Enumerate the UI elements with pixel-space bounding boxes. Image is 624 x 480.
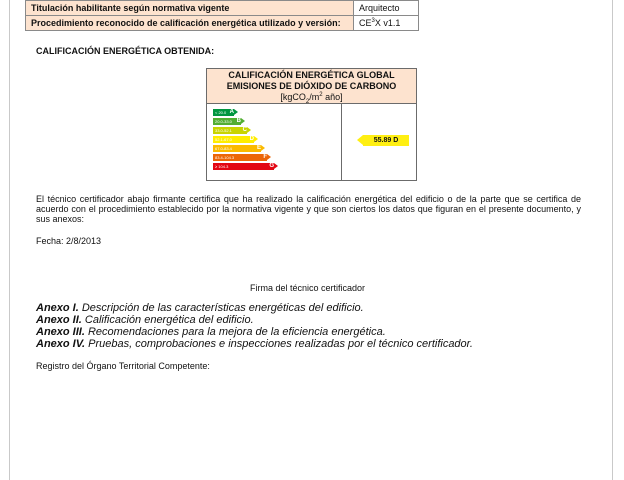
rating-result-badge: 55.89 D [363, 135, 409, 146]
annex-number: Anexo IV. [36, 338, 86, 350]
section-title: CALIFICACIÓN ENERGÉTICA OBTENIDA: [36, 46, 215, 56]
annex-item [36, 314, 473, 326]
procedure-sup: 3 [371, 18, 375, 24]
rating-title-line2: EMISIONES DE DIÓXIDO DE CARBONO [226, 81, 397, 91]
rating-bar-f [213, 154, 267, 161]
annex-number: Anexo I. [36, 302, 79, 314]
rating-bar-letter: D [249, 136, 254, 142]
rating-bar-range: 67.0-83.4 [215, 146, 232, 151]
rating-bar-b [213, 118, 241, 125]
annex-item [36, 326, 473, 338]
rating-bar-e [213, 145, 261, 152]
rating-bar-a [213, 109, 234, 116]
rating-bar-range: 83.4-104.3 [215, 155, 235, 160]
rating-bar-range: ≥ 104.3 [215, 164, 229, 169]
annex-text: Descripción de las características energéticas del edificio. [78, 302, 364, 314]
annex-text: Pruebas, comprobaciones e inspecciones realizadas por el técnico certificador. [85, 338, 473, 350]
titulacion-label: Titulación habilitante según normativa vigente [26, 1, 354, 16]
rating-bar-letter: G [269, 163, 274, 169]
rating-scale [213, 109, 274, 172]
rating-bar-range: 52.1-67.0 [215, 137, 232, 142]
rating-bar-letter: E [256, 145, 261, 151]
titulacion-value: Arquitecto [354, 1, 419, 16]
signature-label: Firma del técnico certificador [250, 283, 366, 293]
rating-bar-d [213, 136, 254, 143]
date-line: Fecha: 2/8/2013 [36, 236, 102, 246]
certifier-info-table [25, 0, 419, 31]
certification-text: El técnico certificador abajo firmante certifica que ha realizado la calificación energética del edificio o de la parte que se certifica de acuerdo con el procedimiento establecido por la normativa vigente y que son ciertos los datos que figuran en el presente documento, y sus anexos: [36, 194, 581, 224]
energy-rating-box [206, 68, 417, 181]
annex-item [36, 338, 473, 350]
unit-post: año] [322, 92, 343, 102]
procedimiento-value [354, 16, 419, 31]
rating-bar-letter: B [236, 118, 241, 124]
table-row [26, 16, 419, 31]
rating-bar-letter: A [229, 109, 234, 115]
rating-unit [207, 92, 416, 103]
annex-text: Calificación energética del edificio. [81, 314, 254, 326]
procedure-version: X v1.1 [374, 18, 401, 28]
rating-bar-range: 20.0-33.0 [215, 119, 232, 124]
procedure-name: CE [359, 18, 372, 28]
unit-mid: /m [309, 92, 320, 102]
annex-text: Recomendaciones para la mejora de la eficiencia energética. [84, 326, 386, 338]
unit-sup: 2 [319, 92, 323, 98]
procedimiento-label: Procedimiento reconocido de calificación energética utilizado y versión: [26, 16, 354, 31]
registry-label: Registro del Órgano Territorial Competente: [36, 361, 210, 371]
annex-item [36, 302, 473, 314]
rating-bar-c [213, 127, 247, 134]
rating-bar-range: < 20.0 [215, 110, 227, 115]
rating-bar-letter: F [263, 154, 267, 160]
unit-pre: [kgCO [280, 92, 306, 102]
rating-header [207, 69, 416, 104]
annex-number: Anexo III. [36, 326, 85, 338]
rating-bar-letter: C [242, 127, 247, 133]
annex-list [36, 302, 473, 350]
rating-bar-range: 33.0-52.1 [215, 128, 232, 133]
rating-title-line1: CALIFICACIÓN ENERGÉTICA GLOBAL [228, 70, 395, 80]
annex-number: Anexo II. [36, 314, 82, 326]
rating-divider [341, 104, 342, 180]
rating-body [207, 104, 416, 180]
rating-bar-g [213, 163, 274, 170]
table-row [26, 1, 419, 16]
unit-sub: 2 [305, 98, 310, 105]
